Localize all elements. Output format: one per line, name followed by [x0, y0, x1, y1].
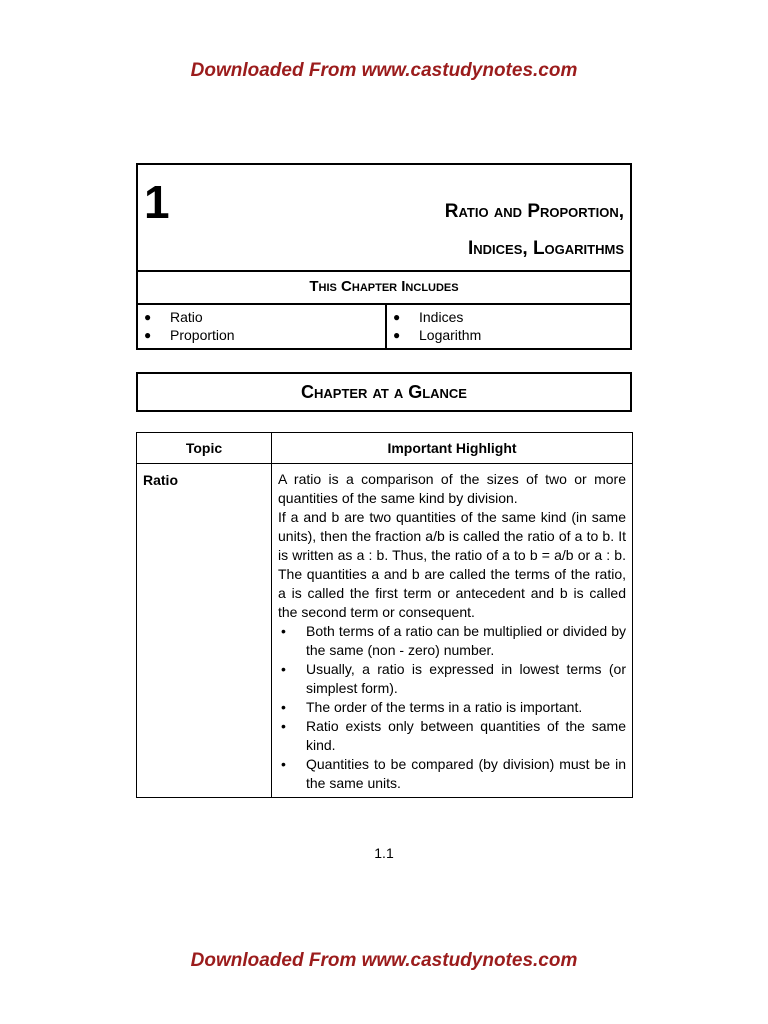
chapter-number: 1: [144, 176, 170, 228]
list-item-text: Quantities to be compared (by division) must be in the same units.: [306, 756, 626, 791]
bullet-icon: •: [281, 756, 286, 772]
bullet-icon: •: [281, 623, 286, 639]
includes-item: [138, 326, 385, 344]
includes-item-label: Ratio: [170, 309, 203, 325]
watermark-top: Downloaded From www.castudynotes.com: [190, 60, 578, 81]
watermark-bottom: Downloaded From www.castudynotes.com: [190, 950, 578, 971]
highlights-table: [136, 432, 633, 798]
list-item: [278, 698, 626, 717]
bullet-icon: ●: [144, 310, 152, 324]
header-highlight: Important Highlight: [272, 433, 633, 464]
includes-heading: This Chapter Includes: [138, 270, 630, 305]
list-item: [278, 755, 626, 793]
list-item: [278, 622, 626, 660]
includes-right-column: [387, 305, 630, 348]
includes-item: [387, 326, 630, 344]
list-item-text: Usually, a ratio is expressed in lowest terms (or simplest form).: [306, 661, 626, 696]
bullet-icon: ●: [393, 328, 401, 342]
includes-item-label: Logarithm: [419, 327, 482, 343]
chapter-title-line-2: Indices, Logarithms: [467, 238, 624, 259]
includes-item: [138, 308, 385, 326]
highlight-paragraph: If a and b are two quantities of the same kind (in same units), then the fraction a/b is called the ratio of a to b. It is written as a : b. Thus, the ratio of a to b = a/b or a : b. The quantities a and b are called the terms of the ratio, a is called the first term or antecedent and b is called the second term or consequent.: [278, 509, 626, 620]
chapter-header-box: [136, 163, 632, 350]
includes-item-label: Proportion: [170, 327, 235, 343]
table-row: [137, 464, 633, 798]
list-item-text: Ratio exists only between quantities of the same kind.: [306, 718, 626, 753]
includes-left-column: [138, 305, 387, 348]
highlight-bullet-list: [278, 622, 626, 793]
list-item: [278, 660, 626, 698]
bullet-icon: •: [281, 661, 286, 677]
page-number: 1.1: [374, 845, 394, 861]
includes-item-label: Indices: [419, 309, 464, 325]
includes-item: [387, 308, 630, 326]
chapter-title-area: [138, 165, 630, 272]
highlight-cell: [272, 464, 633, 798]
list-item: [278, 717, 626, 755]
list-item-text: The order of the terms in a ratio is important.: [306, 699, 583, 715]
highlight-paragraph: A ratio is a comparison of the sizes of two or more quantities of the same kind by division.: [278, 471, 626, 506]
chapter-title-line-1: Ratio and Proportion,: [444, 201, 624, 222]
bullet-icon: •: [281, 718, 286, 734]
bullet-icon: •: [281, 699, 286, 715]
bullet-icon: ●: [144, 328, 152, 342]
topic-cell: Ratio: [137, 464, 272, 798]
header-topic: Topic: [137, 433, 272, 464]
bullet-icon: ●: [393, 310, 401, 324]
chapter-at-a-glance-heading: Chapter at a Glance: [136, 372, 632, 412]
list-item-text: Both terms of a ratio can be multiplied or divided by the same (non - zero) number.: [306, 623, 626, 658]
table-header-row: [137, 433, 633, 464]
